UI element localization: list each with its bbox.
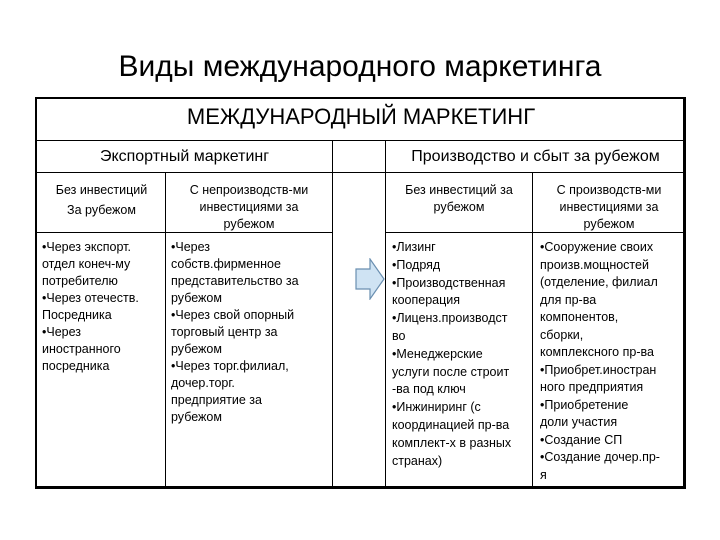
- list-item: •Приобретение: [540, 397, 629, 412]
- list-item: торговый центр за: [171, 325, 278, 339]
- col2-header-line: С непроизводств-ми: [189, 183, 309, 197]
- list-item: отдел конеч-му: [42, 257, 131, 271]
- list-item: комплексного пр-ва: [540, 345, 654, 359]
- list-item: потребителю: [42, 274, 118, 288]
- list-item: произв.мощностей: [540, 257, 649, 272]
- list-item: -ва под ключ: [392, 382, 466, 397]
- col1-header: [38, 180, 165, 220]
- list-item: сборки,: [540, 327, 584, 342]
- col4-items: [540, 239, 685, 484]
- col3-header: [386, 182, 532, 216]
- list-item: •Приобрет.иностран: [540, 362, 657, 377]
- section-divider: [37, 172, 685, 173]
- list-item: доли участия: [540, 415, 618, 429]
- slide-title: Виды международного маркетинга: [118, 50, 602, 83]
- list-item: кооперация: [392, 293, 461, 308]
- main-header: МЕЖДУНАРОДНЫЙ МАРКЕТИНГ: [186, 104, 536, 129]
- list-item: •Лизинг: [392, 240, 436, 254]
- list-item: услуги после строит: [392, 364, 510, 379]
- list-item: иностранного: [42, 342, 121, 356]
- list-item: я: [540, 467, 547, 482]
- col2-header: [166, 182, 332, 233]
- list-item: для пр-ва: [540, 292, 597, 307]
- list-item: странах): [392, 453, 443, 468]
- list-item: во: [392, 328, 406, 343]
- list-item: •Через свой опорный: [171, 308, 295, 322]
- list-item: •Создание дочер.пр-: [540, 450, 660, 464]
- list-item: ного предприятия: [540, 380, 644, 394]
- col1-header-line: За рубежом: [67, 203, 136, 217]
- list-item: •Менеджерские: [392, 346, 483, 361]
- col1-header-line: Без инвестиций: [55, 183, 148, 197]
- col4-header-line: инвестициями за: [559, 200, 659, 214]
- col4-header-line: рубежом: [583, 217, 635, 231]
- col1-items: [42, 239, 164, 375]
- list-item: •Лиценз.производст: [392, 311, 508, 326]
- col3-header-line: рубежом: [433, 200, 485, 214]
- list-item: •Через торг.филиал,: [171, 359, 289, 373]
- list-item: рубежом: [171, 291, 222, 305]
- production-section-title: Производство и сбыт за рубежом: [411, 148, 660, 165]
- list-item: посредника: [42, 359, 110, 373]
- list-item: •Через: [42, 325, 82, 339]
- list-item: рубежом: [171, 410, 222, 424]
- list-item: представительство за: [171, 274, 299, 288]
- list-item: дочер.торг.: [171, 376, 235, 390]
- list-item: (отделение, филиал: [540, 275, 658, 289]
- middle-left-divider: [332, 140, 333, 488]
- col4-header-line: С производств-ми: [556, 183, 662, 197]
- list-item: •Создание СП: [540, 432, 623, 447]
- list-item: собств.фирменное: [171, 257, 281, 271]
- list-item: •Через отечеств.: [42, 291, 139, 305]
- col2-header-line: инвестициями за: [199, 200, 299, 214]
- list-item: координацией пр-ва: [392, 417, 510, 432]
- right-arrow-icon: [355, 258, 385, 300]
- list-item: •Производственная: [392, 275, 506, 290]
- list-item: рубежом: [171, 342, 222, 356]
- col2-items: [171, 239, 331, 426]
- list-item: •Сооружение своих: [540, 240, 654, 254]
- header-divider: [37, 140, 685, 141]
- export-section-title: Экспортный маркетинг: [99, 148, 270, 165]
- list-item: •Подряд: [392, 257, 441, 272]
- list-item: компонентов,: [540, 310, 619, 324]
- col3-items: [392, 239, 530, 470]
- list-item: Посредника: [42, 308, 112, 322]
- list-item: комплект-х в разных: [392, 435, 512, 450]
- list-item: •Через экспорт.: [42, 240, 131, 254]
- list-item: •Инжиниринг (с: [392, 400, 481, 415]
- col3-header-line: Без инвестиций за: [405, 183, 513, 197]
- list-item: •Через: [171, 240, 211, 254]
- col4-header: [533, 182, 685, 233]
- col2-header-line: рубежом: [223, 217, 275, 231]
- list-item: предприятие за: [171, 393, 262, 407]
